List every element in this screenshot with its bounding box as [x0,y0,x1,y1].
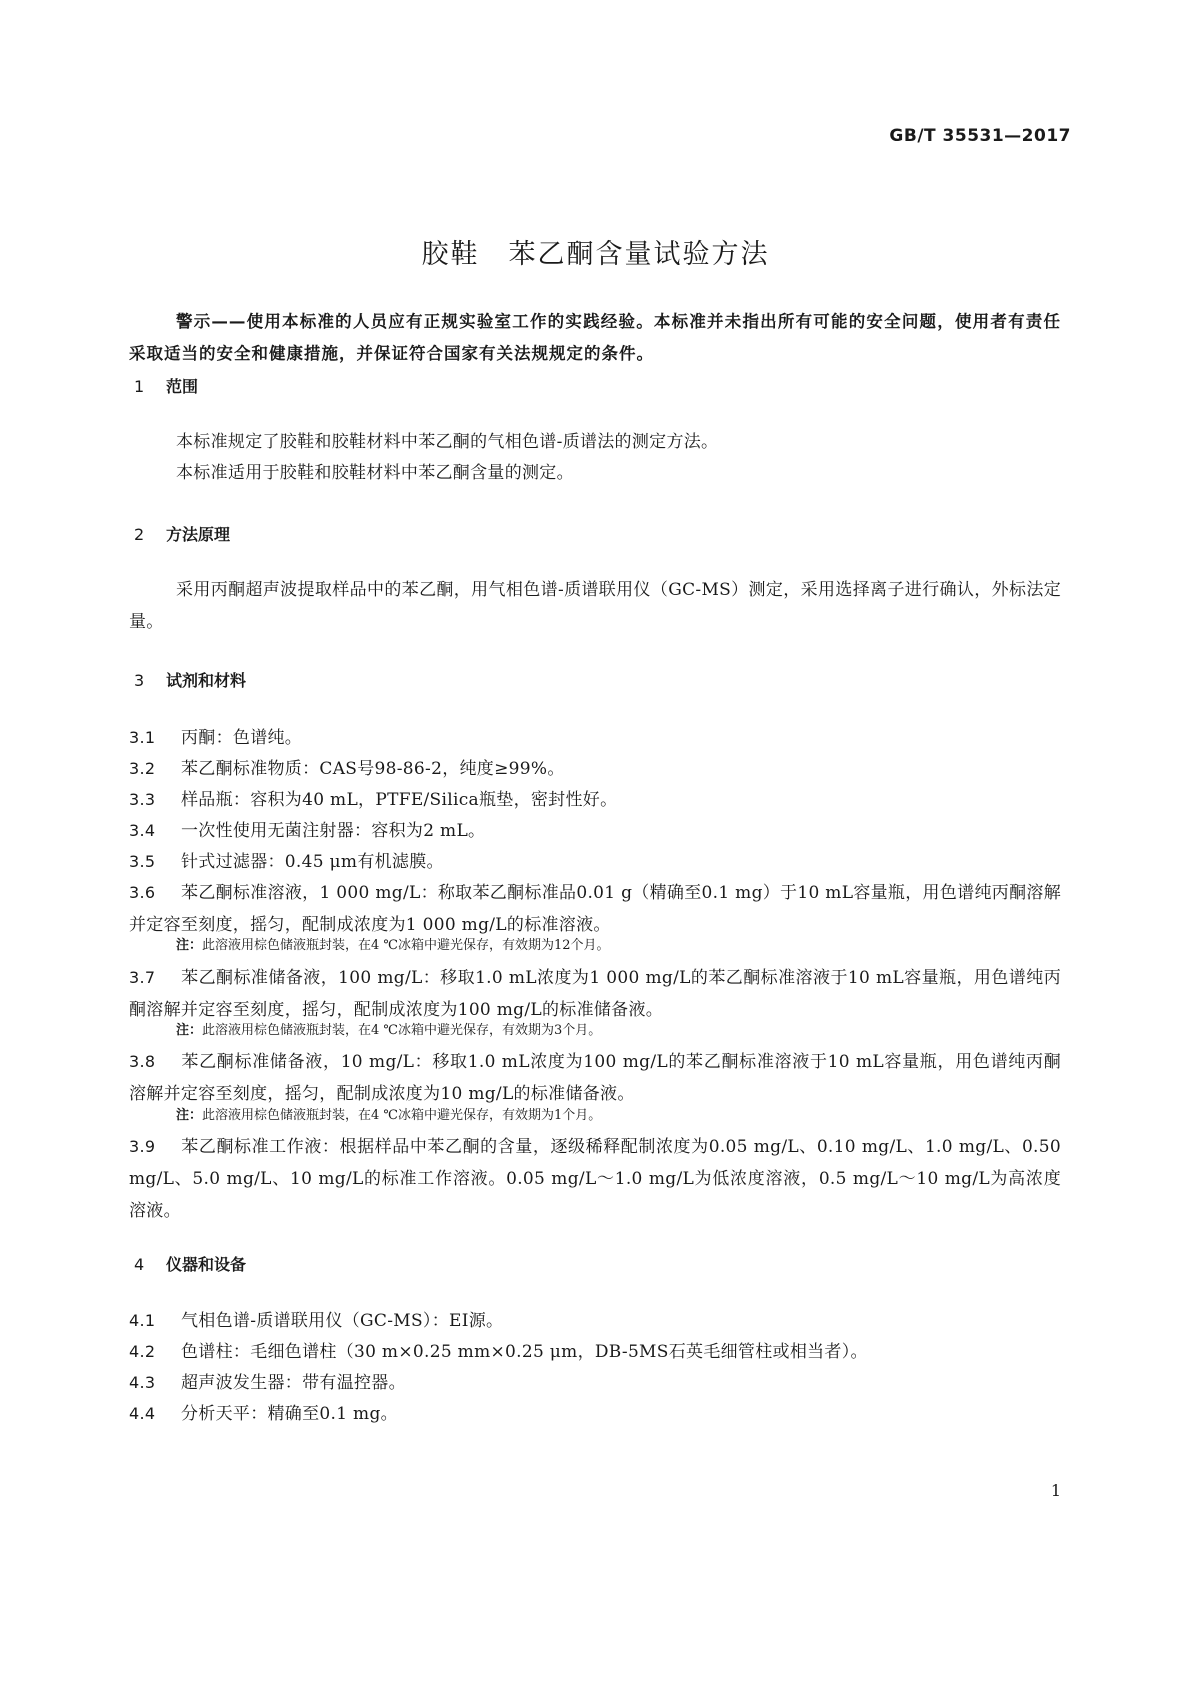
section-title: 仪器和设备 [166,1255,247,1274]
item-number: 3.9 [129,1137,156,1156]
item-number: 3.1 [129,728,156,747]
list-item [129,1305,1061,1337]
note-label: 注： [176,938,203,953]
item-text: 苯乙酮标准工作液：根据样品中苯乙酮的含量，逐级稀释配制浓度为0.05 mg/L、0.10 mg/L、1.0 mg/L、0.50 mg/L、5.0 mg/L、10 mg/L的标准工作溶液。0.05 mg/L～1.0 mg/L为低浓度溶液，0.5 mg/L～10 mg/L为高浓度溶液。 [129,1137,1061,1221]
note-text: 此溶液用棕色储液瓶封装，在4 ℃冰箱中避光保存，有效期为1个月。 [202,1108,602,1123]
list-item [129,1398,1061,1430]
note-text: 此溶液用棕色储液瓶封装，在4 ℃冰箱中避光保存，有效期为12个月。 [202,938,610,953]
item-text: 苯乙酮标准储备液，10 mg/L：移取1.0 mL浓度为100 mg/L的苯乙酮标准溶液于10 mL容量瓶，用色谱纯丙酮溶解并定容至刻度，摇匀，配制成浓度为10 mg/L的标准储备液。 [129,1052,1061,1104]
scope-paragraph-2: 本标准适用于胶鞋和胶鞋材料中苯乙酮含量的测定。 [176,463,574,483]
item-number: 3.3 [129,790,156,809]
section-title: 方法原理 [166,525,231,544]
item-number: 4.1 [129,1311,156,1330]
item-number: 3.6 [129,883,156,902]
section-heading-principle [134,522,230,545]
section-heading-apparatus [134,1252,246,1275]
list-item [129,846,1061,878]
item-number: 3.5 [129,852,156,871]
item-number: 4.2 [129,1342,156,1361]
list-item [129,1131,1061,1227]
item-number: 3.7 [129,968,156,987]
list-item [129,1367,1061,1399]
item-text: 样品瓶：容积为40 mL，PTFE/Silica瓶垫，密封性好。 [181,790,618,810]
item-text: 针式过滤器：0.45 μm有机滤膜。 [181,852,444,872]
note [176,936,610,956]
section-number: 3 [134,671,145,690]
section-title: 范围 [166,377,199,396]
list-item [129,784,1061,816]
note-text: 此溶液用棕色储液瓶封装，在4 ℃冰箱中避光保存，有效期为3个月。 [202,1023,602,1038]
item-number: 3.4 [129,821,156,840]
item-text: 苯乙酮标准储备液，100 mg/L：移取1.0 mL浓度为1 000 mg/L的苯乙酮标准溶液于10 mL容量瓶，用色谱纯丙酮溶解并定容至刻度，摇匀，配制成浓度为100 mg/L的标准储备液。 [129,968,1061,1020]
item-text: 气相色谱-质谱联用仪（GC-MS）：EI源。 [181,1311,504,1331]
item-text: 苯乙酮标准溶液，1 000 mg/L：称取苯乙酮标准品0.01 g（精确至0.1 mg）于10 mL容量瓶，用色谱纯丙酮溶解并定容至刻度，摇匀，配制成浓度为1 000 mg/L的标准溶液。 [129,883,1061,935]
note [176,1106,601,1126]
item-text: 丙酮：色谱纯。 [181,728,303,748]
warning-paragraph: 警示——使用本标准的人员应有正规实验室工作的实践经验。本标准并未指出所有可能的安全问题，使用者有责任采取适当的安全和健康措施，并保证符合国家有关法规规定的条件。 [129,312,1061,363]
list-item [129,753,1061,785]
list-item [129,1336,1061,1368]
document-title: 胶鞋 苯乙酮含量试验方法 [421,239,770,270]
note [176,1021,601,1041]
item-text: 分析天平：精确至0.1 mg。 [181,1404,398,1424]
item-text: 苯乙酮标准物质：CAS号98-86-2，纯度≥99%。 [181,759,565,779]
note-label: 注： [176,1108,203,1123]
section-number: 2 [134,525,145,544]
list-item [129,815,1061,847]
section-number: 4 [134,1255,145,1274]
item-number: 4.4 [129,1404,156,1423]
section-heading-reagents [134,668,246,691]
standard-code: GB/T 35531—2017 [889,126,1071,146]
scope-paragraph-1: 本标准规定了胶鞋和胶鞋材料中苯乙酮的气相色谱-质谱法的测定方法。 [176,432,719,452]
list-item [129,962,1061,1026]
principle-paragraph: 采用丙酮超声波提取样品中的苯乙酮，用气相色谱-质谱联用仪（GC-MS）测定，采用选择离子进行确认，外标法定量。 [129,580,1061,632]
page-number: 1 [1050,1481,1061,1500]
section-title: 试剂和材料 [166,671,247,690]
item-number: 3.8 [129,1052,156,1071]
section-number: 1 [134,377,145,396]
list-item [129,877,1061,941]
list-item [129,1046,1061,1110]
item-text: 一次性使用无菌注射器：容积为2 mL。 [181,821,486,841]
note-label: 注： [176,1023,203,1038]
item-number: 4.3 [129,1373,156,1392]
list-item [129,722,1061,754]
item-text: 超声波发生器：带有温控器。 [181,1373,406,1393]
section-heading-scope [134,374,198,397]
item-number: 3.2 [129,759,156,778]
item-text: 色谱柱：毛细色谱柱（30 m×0.25 mm×0.25 μm，DB-5MS石英毛细管柱或相当者）。 [181,1342,868,1362]
